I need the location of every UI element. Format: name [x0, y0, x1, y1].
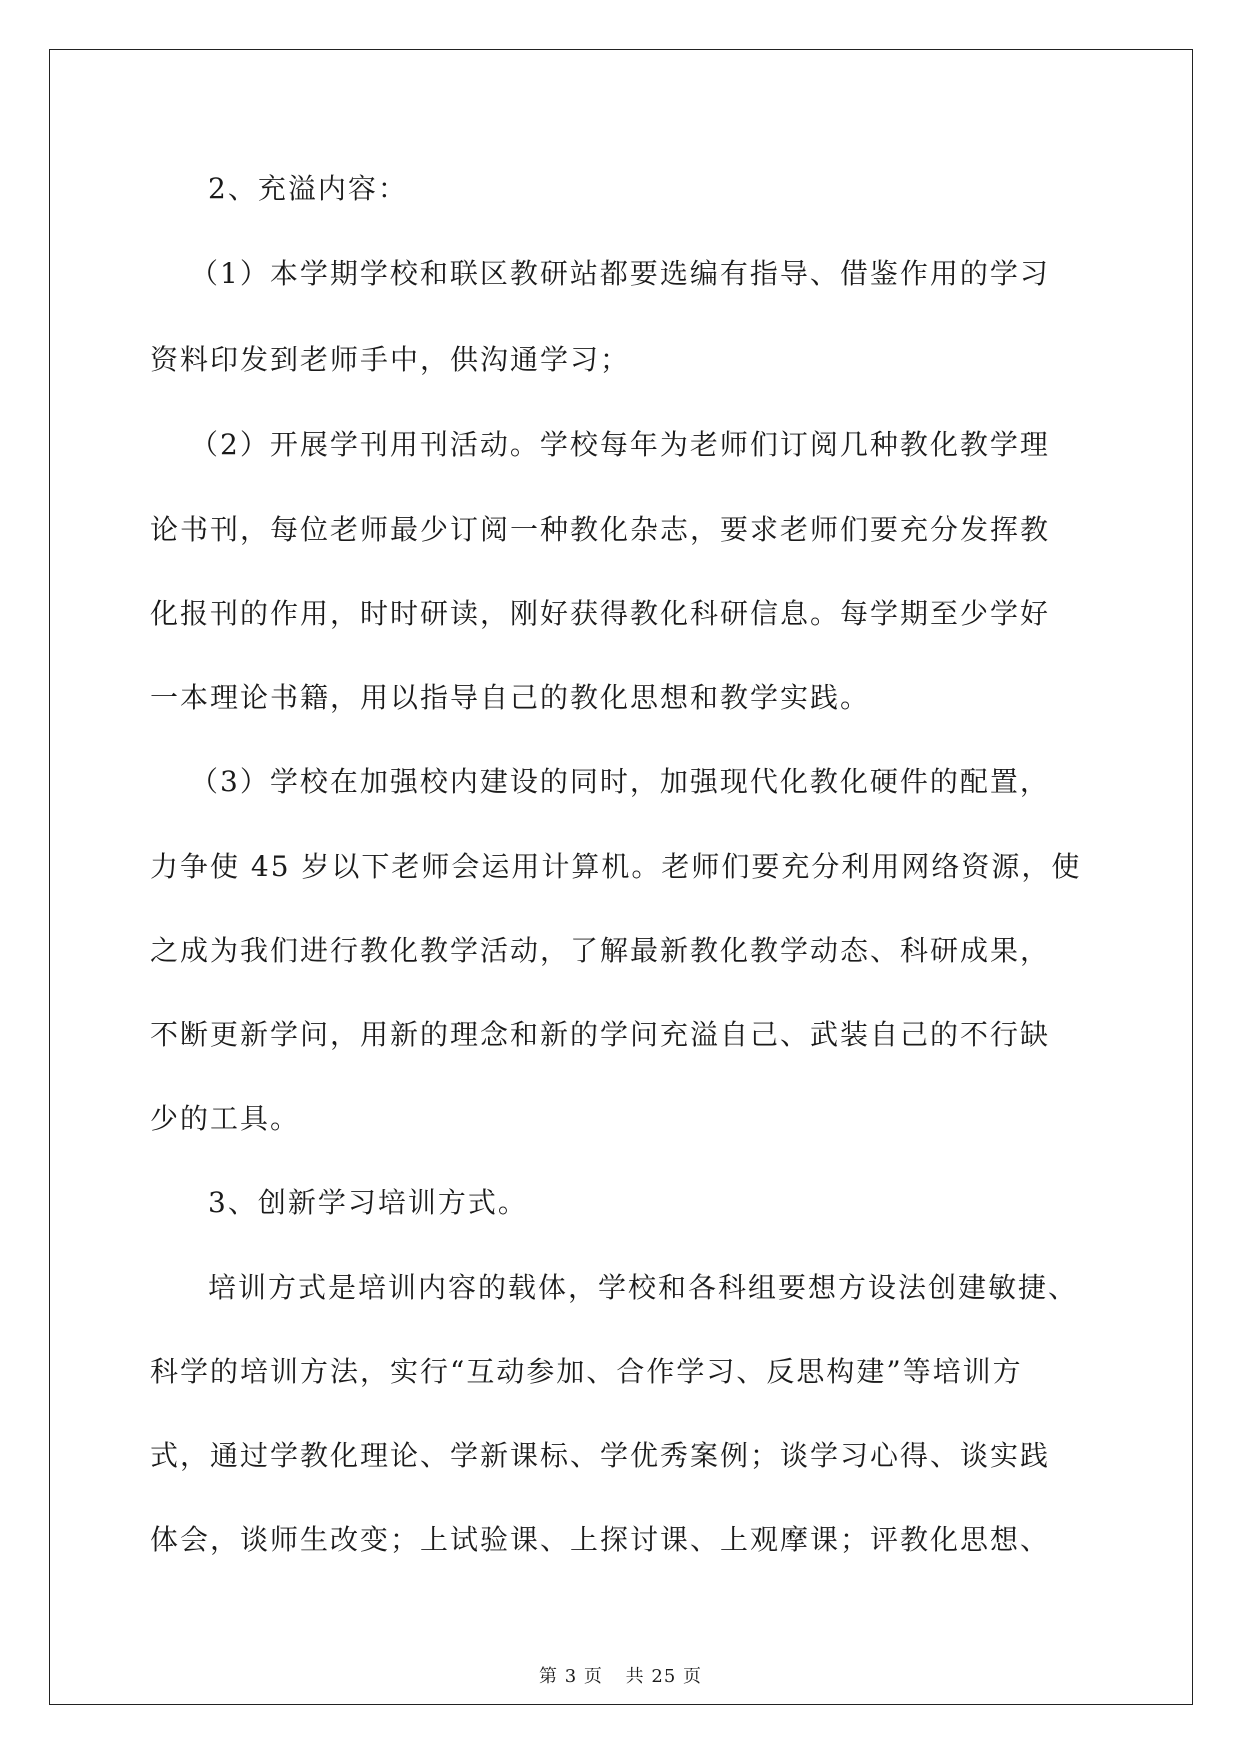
text-line: 资料印发到老师手中，供沟通学习； — [150, 343, 631, 376]
text-line: 之成为我们进行教化教学活动，了解最新教化教学动态、科研成果， — [150, 934, 1051, 967]
text-line: 2、充溢内容： — [208, 172, 408, 205]
text-line: 论书刊，每位老师最少订阅一种教化杂志，要求老师们要充分发挥教 — [150, 513, 1051, 546]
text-line: 力争使 45 岁以下老师会运用计算机。老师们要充分利用网络资源，使 — [150, 850, 1082, 883]
text-line: 科学的培训方法，实行“互动参加、合作学习、反思构建”等培训方 — [150, 1355, 1023, 1388]
text-line: 一本理论书籍，用以指导自己的教化思想和教学实践。 — [150, 681, 871, 714]
text-line: 体会，谈师生改变；上试验课、上探讨课、上观摩课；评教化思想、 — [150, 1523, 1051, 1556]
text-line: 培训方式是培训内容的载体，学校和各科组要想方设法创建敏捷、 — [208, 1271, 1079, 1304]
text-line: （2）开展学刊用刊活动。学校每年为老师们订阅几种教化教学理 — [190, 428, 1050, 461]
text-line: 式，通过学教化理论、学新课标、学优秀案例；谈学习心得、谈实践 — [150, 1439, 1051, 1472]
text-line: 少的工具。 — [150, 1102, 301, 1135]
text-line: 不断更新学问，用新的理念和新的学问充溢自己、武装自己的不行缺 — [150, 1018, 1051, 1051]
page-footer — [0, 1662, 1241, 1688]
text-line: （3）学校在加强校内建设的同时，加强现代化教化硬件的配置， — [190, 765, 1050, 798]
page-total: 共 25 页 — [625, 1666, 702, 1687]
text-line: 3、创新学习培训方式。 — [208, 1186, 528, 1219]
text-line: （1）本学期学校和联区教研站都要选编有指导、借鉴作用的学习 — [190, 257, 1050, 290]
page-number: 第 3 页 — [539, 1666, 603, 1687]
text-line: 化报刊的作用，时时研读，刚好获得教化科研信息。每学期至少学好 — [150, 597, 1051, 630]
